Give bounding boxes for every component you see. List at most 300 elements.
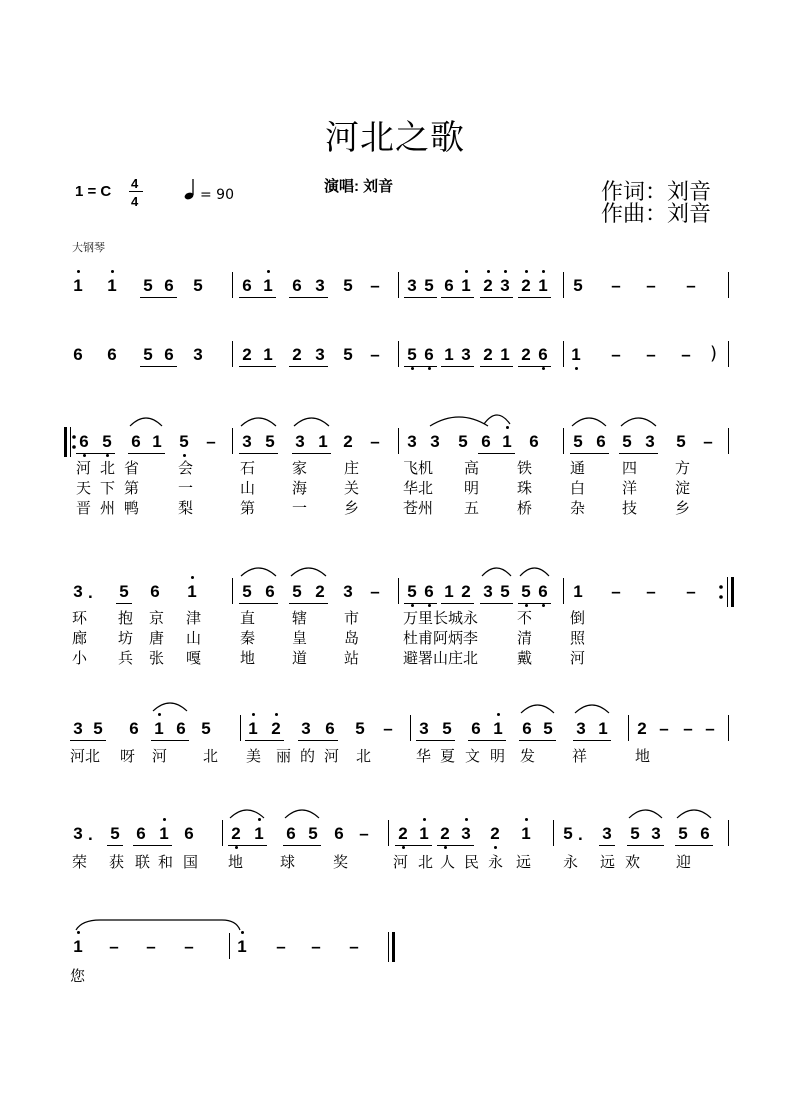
lyric-syllable: 避署山庄北	[403, 649, 479, 667]
note: 2	[242, 345, 252, 364]
beam-underline	[289, 366, 328, 367]
note: 5	[521, 582, 531, 601]
note: 2	[292, 345, 302, 364]
barline	[398, 272, 399, 298]
lyric-syllable: 杂	[570, 499, 586, 517]
note: 5	[676, 432, 686, 451]
note: 5	[407, 582, 417, 601]
lyric-syllable: 唐	[149, 629, 165, 647]
note: 3	[461, 345, 471, 364]
lyric-syllable: 不	[517, 609, 533, 627]
slur	[241, 568, 276, 576]
note: 2	[483, 345, 493, 364]
lyric-syllable: 天	[76, 479, 92, 497]
beam-underline	[404, 366, 437, 367]
lyric-syllable: 会	[178, 459, 194, 477]
beam-underline	[133, 845, 172, 846]
sustain-dash: –	[646, 345, 656, 364]
lyric-syllable: 永	[488, 853, 504, 871]
note: 2	[490, 824, 500, 843]
note: 3	[645, 432, 655, 451]
lyric-syllable: 岛	[344, 629, 360, 647]
lyric-syllable: 市	[344, 609, 360, 627]
lyric-syllable: 皇	[292, 629, 308, 647]
note: 3	[500, 276, 510, 295]
lyric-syllable: 联	[135, 853, 151, 871]
sustain-dash: –	[184, 937, 194, 956]
sustain-dash: –	[659, 719, 669, 738]
note: 3	[407, 276, 417, 295]
lyric-syllable: 获	[109, 853, 125, 871]
lyric-syllable: 永	[563, 853, 579, 871]
sustain-dash: –	[681, 345, 691, 364]
slur	[482, 568, 511, 576]
beam-underline	[518, 603, 551, 604]
lyric-syllable: 高	[464, 459, 480, 477]
lyric-syllable: 北	[356, 747, 372, 765]
barline	[728, 428, 729, 454]
lyric-syllable: 五	[464, 499, 480, 517]
note: 5	[458, 432, 468, 451]
note: 5	[242, 582, 252, 601]
quarter-note-icon	[184, 178, 198, 202]
sustain-dash: –	[349, 937, 359, 956]
slur	[572, 418, 606, 426]
lyric-syllable: 桥	[517, 499, 533, 517]
lyric-syllable: 技	[622, 499, 638, 517]
slur	[230, 810, 264, 818]
note: 2	[483, 276, 493, 295]
time-signature-bottom: 4	[131, 194, 139, 209]
note: 5	[308, 824, 318, 843]
note: 2	[271, 719, 281, 738]
note: 5	[201, 719, 211, 738]
barline	[240, 715, 241, 741]
note: 5	[292, 582, 302, 601]
sustain-dash: –	[206, 432, 216, 451]
note: 1	[444, 345, 454, 364]
lyric-syllable: 晋	[76, 499, 92, 517]
sustain-dash: –	[146, 937, 156, 956]
note: 6	[184, 824, 194, 843]
tie	[76, 920, 240, 930]
beam-underline	[480, 603, 513, 604]
note: 2	[315, 582, 325, 601]
beam-underline	[675, 845, 713, 846]
barline	[232, 272, 233, 298]
note: 6	[242, 276, 252, 295]
lyric-syllable: 的	[300, 747, 316, 765]
beam-underline	[128, 453, 165, 454]
lyric-syllable: 苍州	[403, 499, 434, 517]
beam-underline	[298, 740, 338, 741]
note: 2	[637, 719, 647, 738]
note: 1	[419, 824, 429, 843]
barline	[232, 341, 233, 367]
note: 6	[292, 276, 302, 295]
note: 5	[179, 432, 189, 451]
lyric-syllable: 明	[490, 747, 506, 765]
note: 6	[481, 432, 491, 451]
note: 1	[159, 824, 169, 843]
lyric-syllable: 坊	[118, 629, 134, 647]
repeat-dot	[72, 435, 76, 439]
slur	[430, 417, 488, 426]
note: 6	[164, 276, 174, 295]
note: 6	[444, 276, 454, 295]
barline	[232, 578, 233, 604]
lyric-syllable: 荣	[72, 853, 88, 871]
lyric-syllable: 张	[149, 649, 165, 667]
final-barline	[392, 932, 395, 962]
note: 3	[651, 824, 661, 843]
beam-underline	[76, 453, 115, 454]
beam-underline	[416, 740, 455, 741]
beam-underline	[480, 297, 513, 298]
note: 5	[424, 276, 434, 295]
sustain-dash: –	[703, 432, 713, 451]
barline	[563, 341, 564, 367]
lyric-syllable: 杜甫阿炳李	[403, 629, 479, 647]
note: 5	[93, 719, 103, 738]
note: 3	[407, 432, 417, 451]
lyric-syllable: 人	[440, 853, 456, 871]
note: 5	[500, 582, 510, 601]
lyric-syllable: 倒	[570, 609, 586, 627]
barline	[398, 578, 399, 604]
note: 3	[461, 824, 471, 843]
lyric-syllable: 民	[464, 853, 480, 871]
beam-underline	[239, 297, 276, 298]
lyric-syllable: 庄	[344, 459, 360, 477]
barline	[388, 932, 389, 962]
lyric-syllable: 戴	[517, 649, 533, 667]
key-signature: 1 = C	[75, 183, 112, 200]
note: 6	[325, 719, 335, 738]
note: 5	[110, 824, 120, 843]
lyric-syllable: 河	[76, 459, 92, 477]
sustain-dash: –	[276, 937, 286, 956]
beam-underline	[480, 366, 513, 367]
lyric-syllable: 国	[183, 853, 199, 871]
lyric-syllable: 发	[520, 747, 536, 765]
sustain-dash: –	[109, 937, 119, 956]
beam-underline	[289, 603, 328, 604]
lyric-syllable: 呀	[120, 747, 136, 765]
slur	[621, 418, 656, 426]
beam-underline	[404, 603, 437, 604]
sustain-dash: –	[611, 345, 621, 364]
barline	[388, 820, 389, 846]
barline	[628, 715, 629, 741]
lyric-syllable: 照	[570, 629, 586, 647]
note: 5	[630, 824, 640, 843]
note: 3	[73, 719, 83, 738]
note: 1	[521, 824, 531, 843]
lyric-syllable: 下	[100, 479, 116, 497]
note: 6	[424, 345, 434, 364]
lyric-syllable: 兵	[118, 649, 134, 667]
lyric-syllable: 环	[72, 609, 88, 627]
note: 6	[79, 432, 89, 451]
note: 1	[263, 276, 273, 295]
sustain-dash: –	[359, 824, 369, 843]
note: 3	[242, 432, 252, 451]
lyric-syllable: 关	[344, 479, 360, 497]
note: 1	[444, 582, 454, 601]
sustain-dash: –	[370, 432, 380, 451]
note: 2	[461, 582, 471, 601]
note: 1	[248, 719, 258, 738]
barline	[728, 341, 729, 367]
lyric-syllable: 迎	[676, 853, 692, 871]
lyric-syllable: 海	[292, 479, 308, 497]
barline	[398, 341, 399, 367]
note: 5	[343, 276, 353, 295]
note: 5	[407, 345, 417, 364]
note: 2	[440, 824, 450, 843]
lyric-syllable: 抱	[118, 609, 134, 627]
lyric-syllable: 秦	[240, 629, 256, 647]
sustain-dash: –	[646, 276, 656, 295]
note: 5	[678, 824, 688, 843]
lyric-syllable: 地	[635, 747, 651, 765]
lyric-syllable: 站	[344, 649, 360, 667]
beam-underline	[404, 297, 437, 298]
note: 6	[334, 824, 344, 843]
sustain-dash: –	[705, 719, 715, 738]
note: 5	[442, 719, 452, 738]
lyric-syllable: 第	[240, 499, 256, 517]
note: 1	[107, 276, 117, 295]
song-title: 河北之歌	[325, 118, 465, 158]
lyric-syllable: 乡	[675, 499, 691, 517]
note: 3	[295, 432, 305, 451]
note: 5	[543, 719, 553, 738]
lyric-syllable: 通	[570, 459, 586, 477]
note: 1	[573, 582, 583, 601]
sustain-dash: –	[611, 276, 621, 295]
note: 6	[596, 432, 606, 451]
lyric-syllable: 明	[464, 479, 480, 497]
barline	[222, 820, 223, 846]
note: 5	[622, 432, 632, 451]
note: 6	[131, 432, 141, 451]
dotted-note-dot: .	[88, 825, 93, 844]
note: 5	[193, 276, 203, 295]
sustain-dash: –	[370, 276, 380, 295]
beam-underline	[283, 845, 321, 846]
note: 5	[343, 345, 353, 364]
beam-underline	[116, 603, 132, 604]
lyric-syllable: 和	[158, 853, 174, 871]
slur	[520, 568, 549, 576]
note: 2	[521, 276, 531, 295]
lyric-syllable: 丽	[276, 747, 292, 765]
note: 1	[538, 276, 548, 295]
lyric-syllable: 河	[570, 649, 586, 667]
lyric-syllable: 一	[178, 479, 194, 497]
note: 3	[430, 432, 440, 451]
beam-underline	[441, 366, 474, 367]
beam-underline	[599, 845, 615, 846]
note: 5	[355, 719, 365, 738]
lyric-syllable: 家	[292, 459, 308, 477]
lyric-syllable: 津	[186, 609, 202, 627]
beam-underline	[627, 845, 664, 846]
note: 1	[493, 719, 503, 738]
beam-underline	[70, 740, 106, 741]
slur	[153, 703, 187, 711]
lyric-syllable: 小	[72, 649, 88, 667]
lyric-syllable: 嘎	[186, 649, 202, 667]
slur	[629, 810, 662, 818]
note: 2	[521, 345, 531, 364]
dotted-note-dot: .	[578, 825, 583, 844]
note: 1	[237, 937, 247, 956]
barline	[728, 715, 729, 741]
beam-underline	[441, 297, 474, 298]
note: 1	[502, 432, 512, 451]
note: 3	[301, 719, 311, 738]
note: 6	[107, 345, 117, 364]
beam-underline	[140, 297, 177, 298]
note: 6	[136, 824, 146, 843]
note: 3	[193, 345, 203, 364]
slur	[677, 810, 711, 818]
lyric-syllable: 北	[418, 853, 434, 871]
lyric-syllable: 球	[280, 853, 296, 871]
lyric-syllable: 地	[240, 649, 256, 667]
note: 6	[176, 719, 186, 738]
beam-underline	[573, 740, 611, 741]
note: 6	[424, 582, 434, 601]
lyric-syllable: 北	[203, 747, 219, 765]
barline	[410, 715, 411, 741]
note: 6	[522, 719, 532, 738]
note: 1	[73, 937, 83, 956]
lyric-syllable: 山	[186, 629, 202, 647]
beam-underline	[107, 845, 123, 846]
note: 5	[143, 276, 153, 295]
final-barline	[64, 427, 67, 457]
singer-credit: 演唱: 刘音	[324, 178, 394, 195]
dotted-note-dot: .	[88, 583, 93, 602]
lyric-syllable: 万里长城永	[403, 609, 479, 627]
barline	[232, 428, 233, 454]
final-barline	[731, 577, 734, 607]
lyric-syllable: 北	[100, 459, 116, 477]
note: 1	[187, 582, 197, 601]
beam-underline	[239, 603, 278, 604]
note: 2	[231, 824, 241, 843]
sustain-dash: –	[370, 582, 380, 601]
lyric-syllable: 祥	[572, 747, 588, 765]
lyric-syllable: 夏	[440, 747, 456, 765]
slur	[521, 705, 554, 713]
beam-underline	[239, 366, 276, 367]
lyric-syllable: 珠	[517, 479, 533, 497]
sustain-dash: –	[686, 276, 696, 295]
barline	[398, 428, 399, 454]
note: 5	[573, 276, 583, 295]
lyric-syllable: 文	[465, 747, 481, 765]
note: 6	[700, 824, 710, 843]
note: 5	[573, 432, 583, 451]
barline	[563, 428, 564, 454]
note: 6	[73, 345, 83, 364]
barline	[563, 578, 564, 604]
time-signature-top: 4	[131, 176, 139, 191]
repeat-dot	[72, 445, 76, 449]
slur	[291, 568, 326, 576]
lyric-syllable: 河	[324, 747, 340, 765]
lyric-syllable: 一	[292, 499, 308, 517]
note: 6	[164, 345, 174, 364]
note: 6	[471, 719, 481, 738]
time-signature-divider	[129, 191, 143, 192]
sustain-dash: –	[370, 345, 380, 364]
note: 3	[73, 582, 83, 601]
note: 1	[152, 432, 162, 451]
note: 2	[398, 824, 408, 843]
note: 5	[119, 582, 129, 601]
note: 5	[563, 824, 573, 843]
lyric-syllable: 白	[570, 479, 586, 497]
close-paren: )	[710, 343, 718, 364]
note: 6	[538, 582, 548, 601]
lyric-syllable: 方	[675, 459, 691, 477]
note: 1	[598, 719, 608, 738]
repeat-dot	[719, 595, 723, 599]
note: 5	[102, 432, 112, 451]
sustain-dash: –	[683, 719, 693, 738]
note: 1	[254, 824, 264, 843]
note: 5	[143, 345, 153, 364]
beam-underline	[468, 740, 506, 741]
sustain-dash: –	[311, 937, 321, 956]
lyric-syllable: 第	[124, 479, 140, 497]
lyricist-credit: 作词：刘音	[601, 180, 712, 205]
beam-underline	[519, 740, 556, 741]
lyric-syllable: 洋	[622, 479, 638, 497]
beam-underline	[292, 453, 331, 454]
lyric-syllable: 山	[240, 479, 256, 497]
composer-credit: 作曲：刘音	[601, 202, 712, 227]
note: 3	[315, 276, 325, 295]
beam-underline	[239, 453, 278, 454]
note: 6	[286, 824, 296, 843]
note: 3	[483, 582, 493, 601]
beam-underline	[570, 453, 609, 454]
lyric-syllable: 飞机	[403, 459, 434, 477]
note: 1	[154, 719, 164, 738]
lyric-syllable: 淀	[675, 479, 691, 497]
beam-underline	[228, 845, 267, 846]
slur	[484, 415, 510, 424]
note: 6	[529, 432, 539, 451]
lyric-syllable: 廊	[72, 629, 88, 647]
lyric-syllable: 四	[622, 459, 638, 477]
beam-underline	[289, 297, 328, 298]
note: 2	[343, 432, 353, 451]
note: 1	[571, 345, 581, 364]
barline	[70, 427, 71, 457]
sustain-dash: –	[686, 582, 696, 601]
note: 1	[73, 276, 83, 295]
lyric-syllable: 您	[70, 967, 86, 985]
lyric-syllable: 远	[516, 853, 532, 871]
